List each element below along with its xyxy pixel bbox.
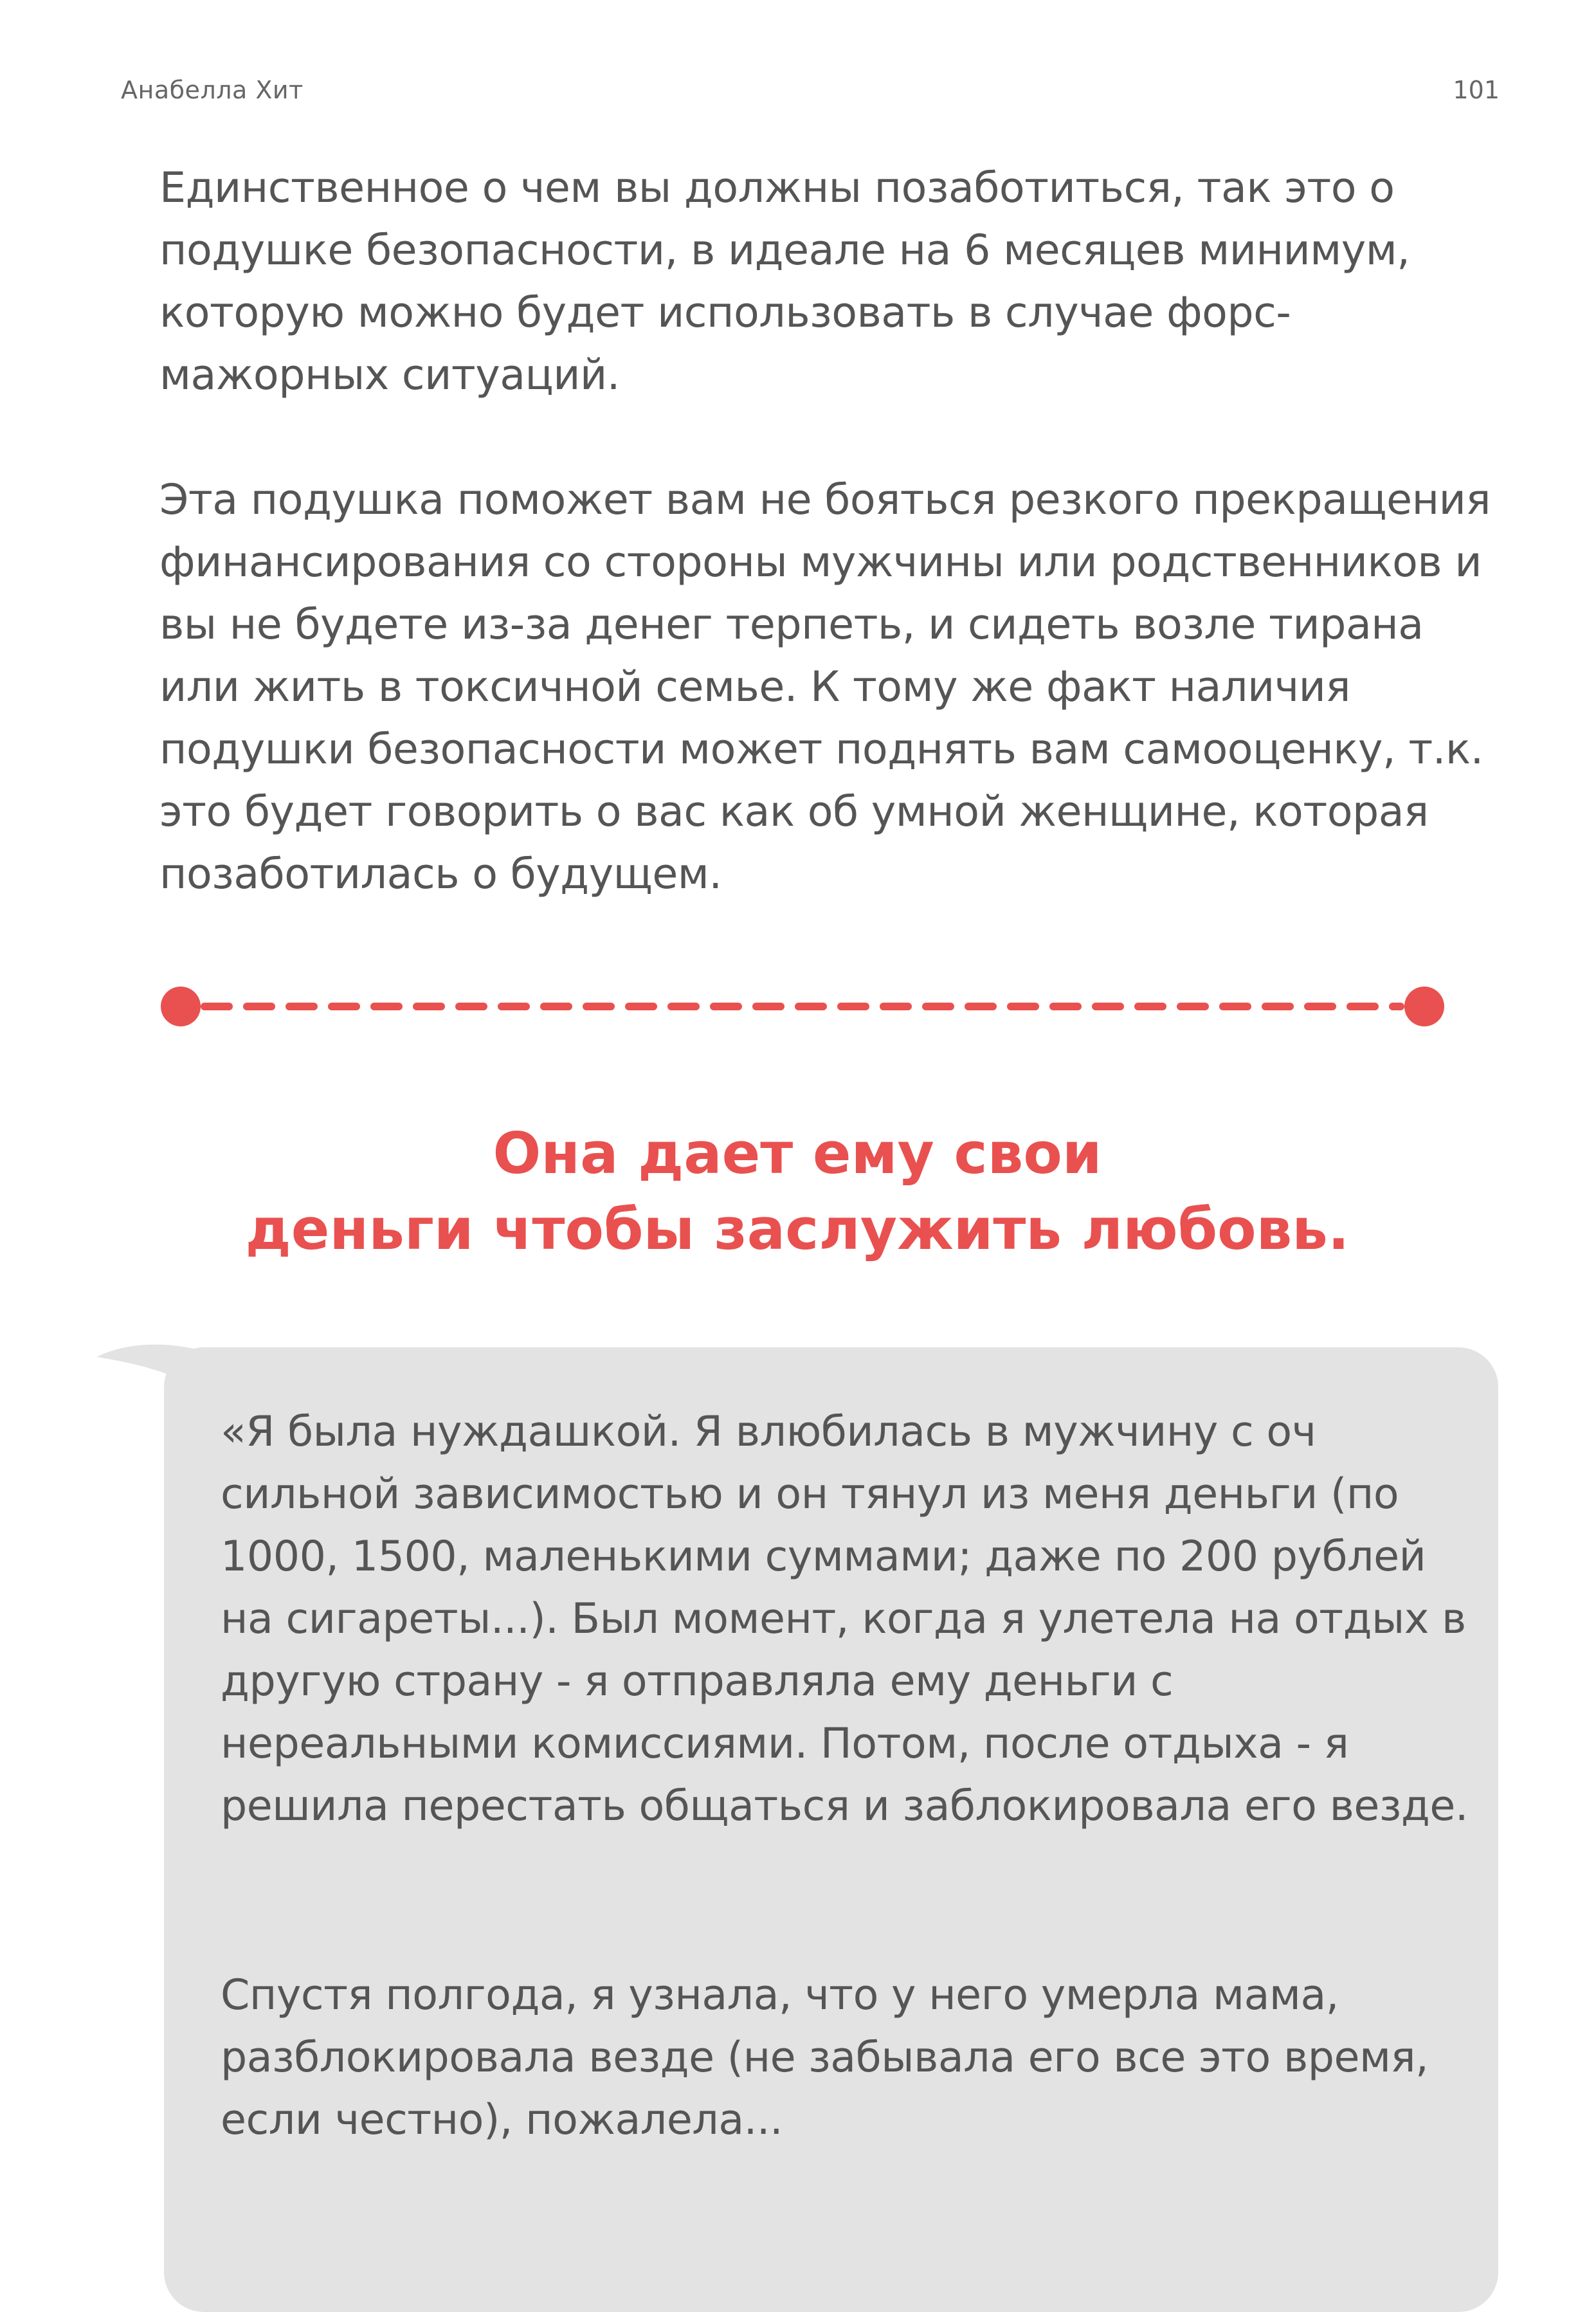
header-author: Анабелла Хит (121, 76, 304, 104)
headline-line-2: деньги чтобы заслужить любовь. (245, 1196, 1350, 1262)
divider-end-dot (1404, 987, 1444, 1026)
headline (129, 1116, 1466, 1268)
headline-line-1: Она дает ему свои (493, 1120, 1102, 1187)
dashed-divider (159, 984, 1446, 1029)
body-paragraph-1: Единственное о чем вы должны позаботиться, так это о подушке безопасности, в идеале на 6 месяцев минимум, которую можно будет использовать в случае форс-мажорных ситуаций. (159, 164, 1410, 399)
quote-paragraph-1: «Я была нуждашкой. Я влюбилась в мужчину с оч сильной зависимостью и он тянул из меня деньги (по 1000, 1500, маленькими суммами; даже по 200 рублей на сигареты...). Был момент, когда я улетела на отдых в другую страну - я отправляла ему деньги с нереальными комиссиями. Потом, после отдыха - я решила перестать общаться и заблокировала его везде. (221, 1408, 1469, 1830)
divider-start-dot (161, 987, 201, 1026)
quote-paragraph-2: Спустя полгода, я узнала, что у него умерла мама, разблокировала везде (не забывала его все это время, если честно), пожалела... (221, 1971, 1429, 2144)
page-number: 101 (1453, 76, 1500, 104)
body-paragraph-2: Эта подушка поможет вам не бояться резкого прекращения финансирования со стороны мужчины или родственников и вы не будете из-за денег терпеть, и сидеть возле тирана или жить в токсичной семье. К тому же факт наличия подушки безопасности может поднять вам самооценку, т.к. это будет говорить о вас как об умной женщине, которая позаботилась о будущем. (159, 476, 1491, 898)
